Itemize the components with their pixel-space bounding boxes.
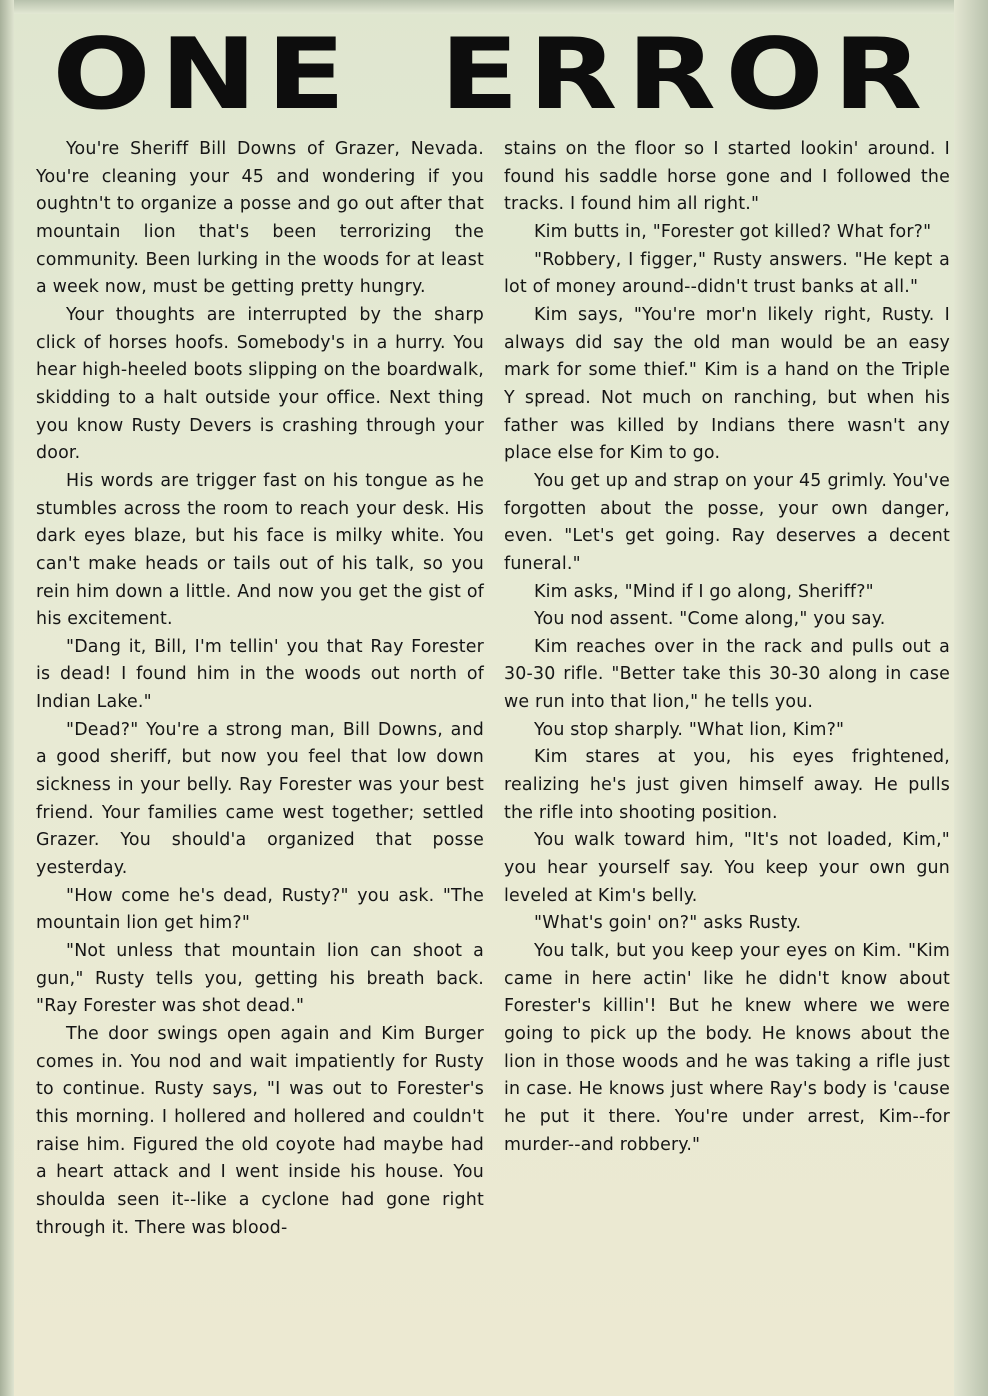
paragraph: The door swings open again and Kim Burger comes in. You nod and wait impatiently for Rusty to continue. Rusty says, "I was out to Forester's this morning. I hollered and hollered and couldn't raise him. Figured the old coyote had maybe had a heart attack and I went inside his house. You shoulda seen it--like a cyclone had gone right through it. There was blood- <box>36 1024 484 1238</box>
story-title: ONE ERROR <box>52 18 932 132</box>
paragraph: You nod assent. "Come along," you say. <box>534 609 886 630</box>
paragraph: "Robbery, I figger," Rusty answers. "He kept a lot of money around--didn't trust banks at all." <box>504 249 950 298</box>
paragraph: Kim says, "You're mor'n likely right, Rusty. I always did say the old man would be an easy mark for some thief." Kim is a hand on the Triple Y spread. Not much on ranching, but when his father was killed by Indians there wasn't any place else for Kim to go. <box>504 304 950 464</box>
paragraph: You talk, but you keep your eyes on Kim. "Kim came in here actin' like he didn't know about Forester's killin'! But he knew where we were going to pick up the body. He knows about the lion in those woods and he was taking a rifle just in case. He knows just where Ray's body is 'cause he put it there. You're under arrest, Kim--for murder--and robbery." <box>504 941 950 1155</box>
paragraph: "Not unless that mountain lion can shoot a gun," Rusty tells you, getting his breath back. "Ray Forester was shot dead." <box>36 941 484 1017</box>
paragraph: You walk toward him, "It's not loaded, Kim," you hear yourself say. You keep your own gun leveled at Kim's belly. <box>504 830 950 906</box>
paragraph: His words are trigger fast on his tongue as he stumbles across the room to reach your desk. His dark eyes blaze, but his face is milky white. You can't make heads or tails out of his talk, so you rein him down a little. And now you get the gist of his excitement. <box>36 470 484 630</box>
left-column <box>36 136 484 1242</box>
page-edge-right <box>954 0 988 1396</box>
paragraph: You're Sheriff Bill Downs of Grazer, Nevada. You're cleaning your 45 and wondering if you oughtn't to organize a posse and go out after that mountain lion that's been terrorizing the community. Been lurking in the woods for at least a week now, must be getting pretty hungry. <box>36 139 484 298</box>
page-edge-left <box>0 0 14 1396</box>
paragraph: Kim butts in, "Forester got killed? What for?" <box>534 221 932 242</box>
paragraph: Kim asks, "Mind if I go along, Sheriff?" <box>534 581 874 602</box>
paragraph: "Dead?" You're a strong man, Bill Downs, and a good sheriff, but now you feel that low down sickness in your belly. Ray Forester was your best friend. Your families came west together; settled Grazer. You should'a organized that posse yesterday. <box>36 719 484 879</box>
paragraph: Kim stares at you, his eyes frightened, realizing he's just given himself away. He pulls the rifle into shooting position. <box>504 747 950 823</box>
paragraph: stains on the floor so I started lookin' around. I found his saddle horse gone and I followed the tracks. I found him all right." <box>504 139 950 215</box>
paragraph: Kim reaches over in the rack and pulls out a 30-30 rifle. "Better take this 30-30 along in case we run into that lion," he tells you. <box>504 636 950 713</box>
paragraph: You get up and strap on your 45 grimly. You've forgotten about the posse, your own danger, even. "Let's get going. Ray deserves a decent funeral." <box>504 470 950 574</box>
paragraph: You stop sharply. "What lion, Kim?" <box>534 719 845 740</box>
paragraph: "Dang it, Bill, I'm tellin' you that Ray Forester is dead! I found him in the woods out north of Indian Lake." <box>36 636 484 713</box>
story-columns <box>36 136 950 1242</box>
paragraph: "How come he's dead, Rusty?" you ask. "The mountain lion get him?" <box>36 885 484 934</box>
page-edge-top <box>0 0 988 14</box>
paragraph: Your thoughts are interrupted by the sharp click of horses hoofs. Somebody's in a hurry. You hear high-heeled boots slipping on the boardwalk, skidding to a halt outside your office. Next thing you know Rusty Devers is crashing through your door. <box>36 304 484 464</box>
right-column <box>504 136 950 1242</box>
paragraph: "What's goin' on?" asks Rusty. <box>534 913 802 934</box>
